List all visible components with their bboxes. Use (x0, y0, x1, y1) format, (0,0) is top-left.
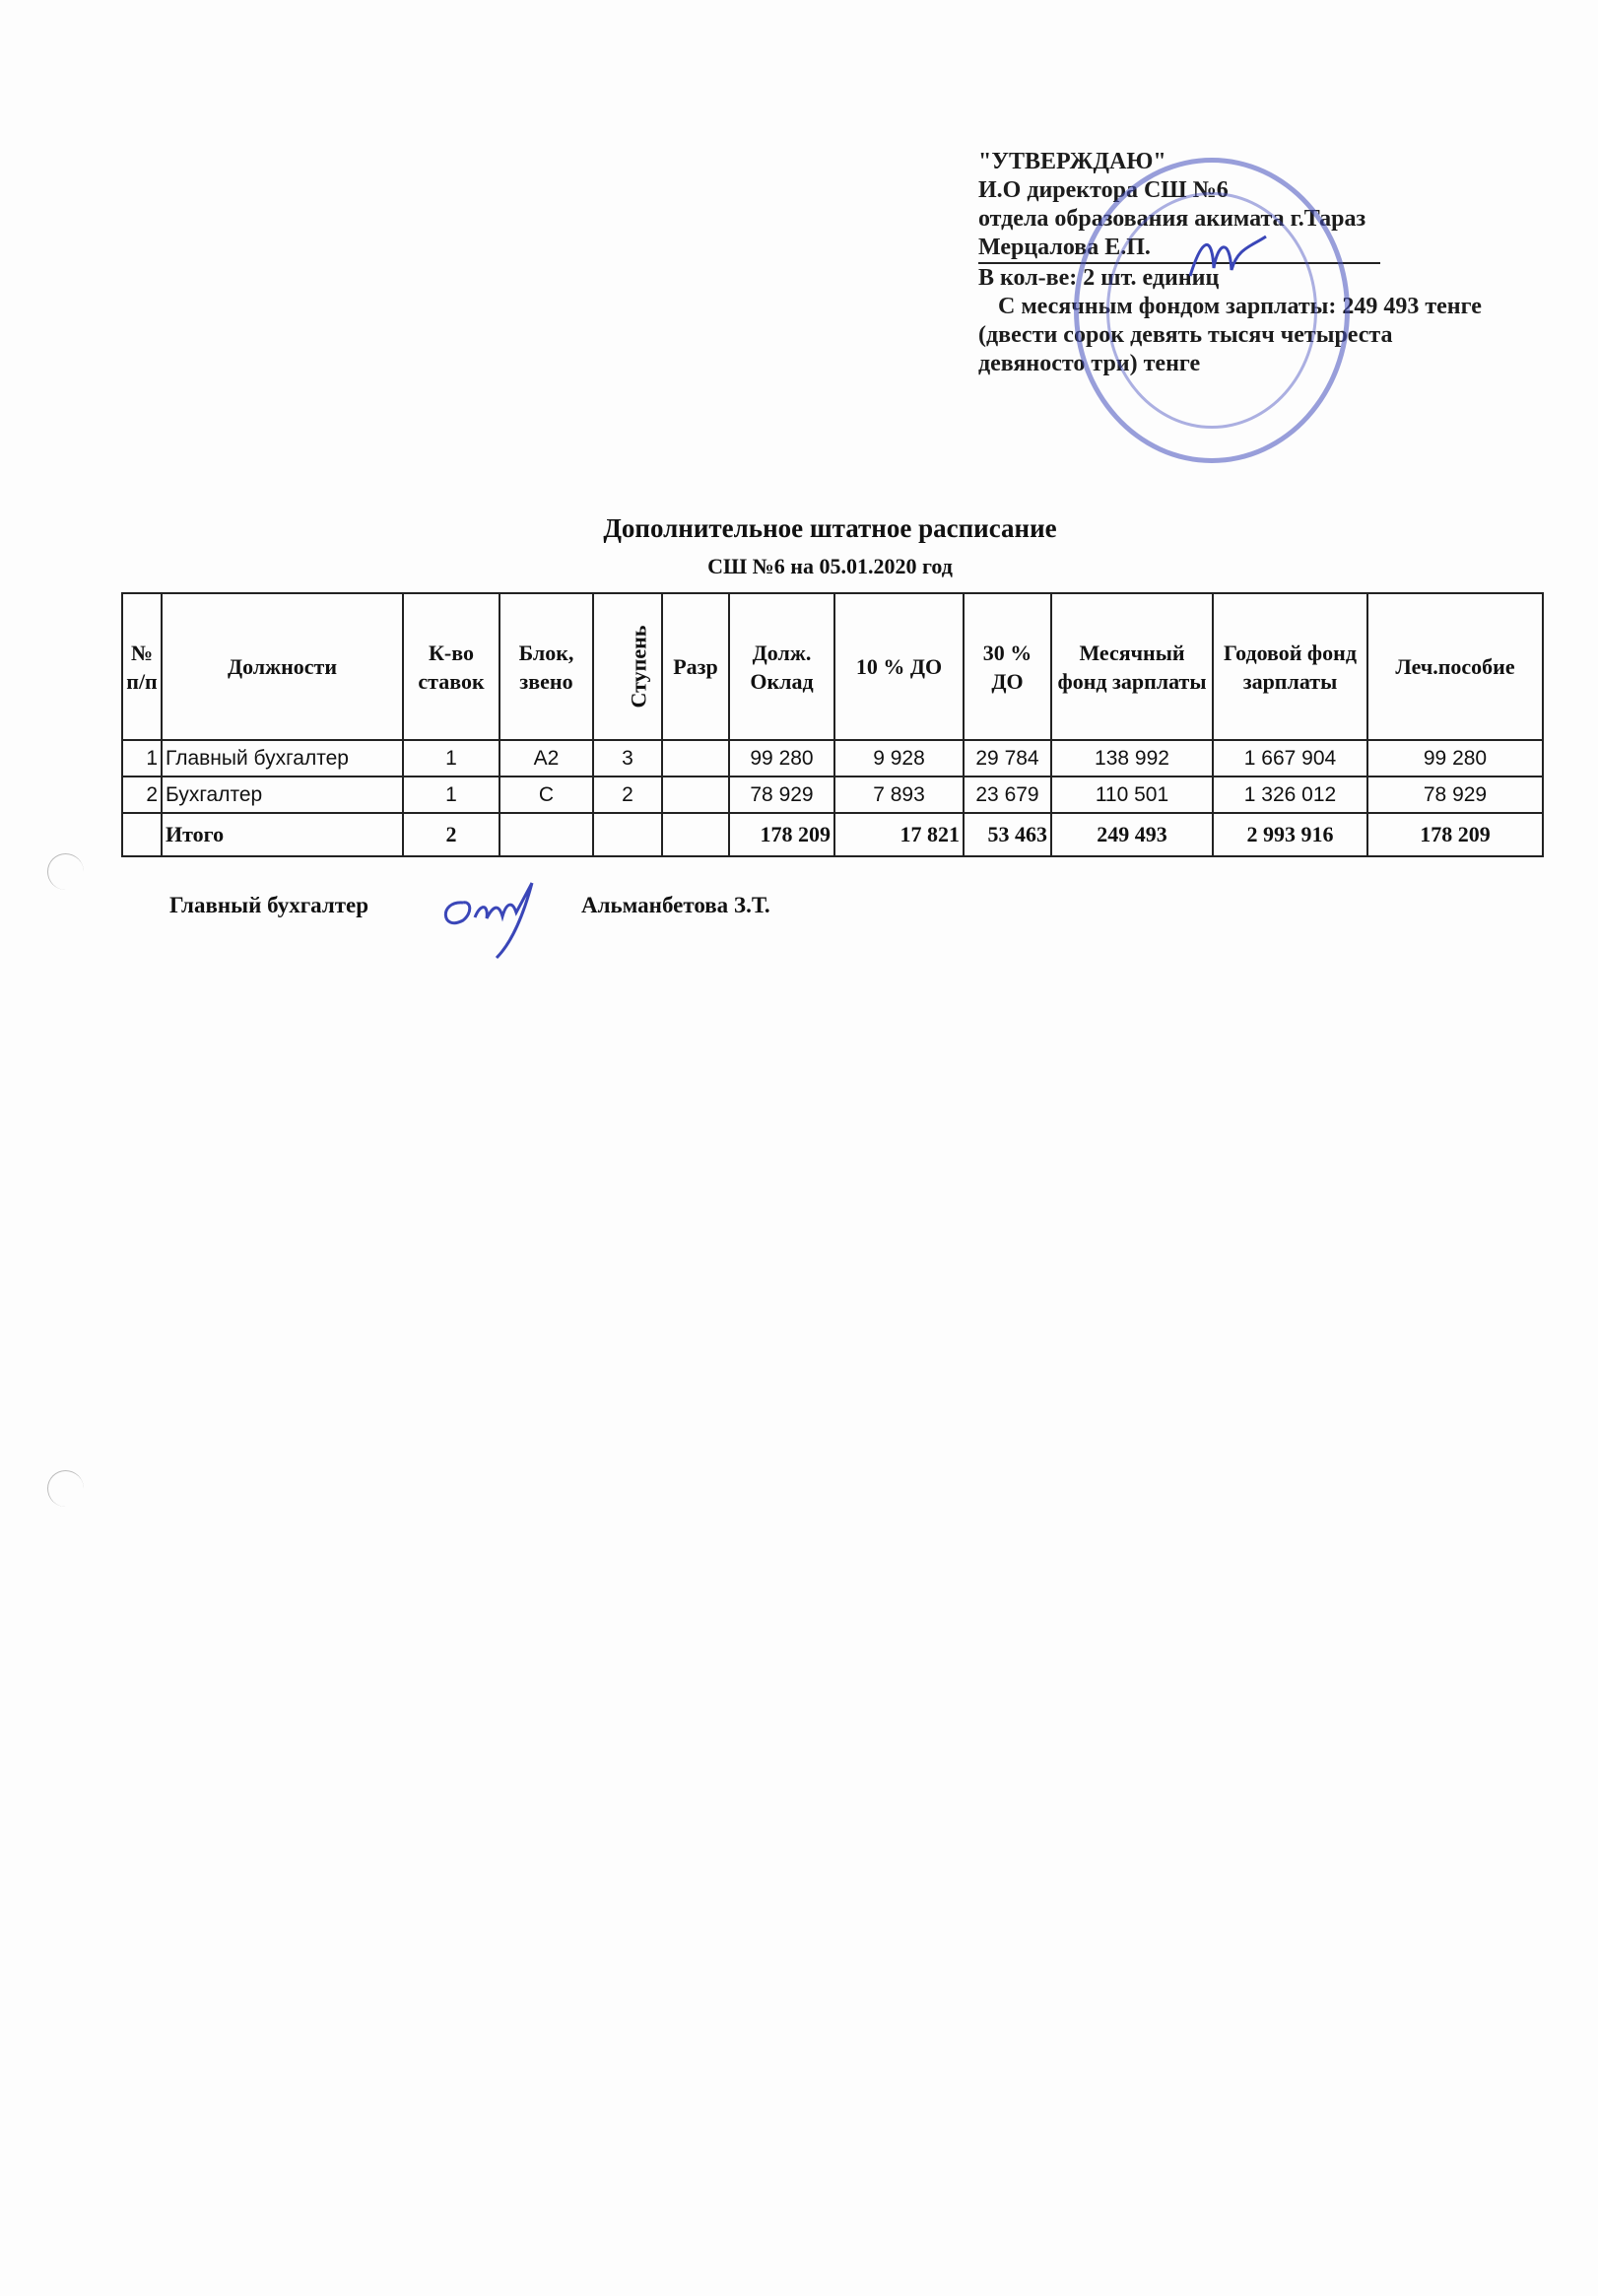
header-do10: 10 % ДО (834, 593, 964, 740)
total-count: 2 (403, 813, 499, 856)
total-medical: 178 209 (1367, 813, 1543, 856)
approval-person: Мерцалова Е.П. (978, 234, 1380, 264)
approval-position: И.О директора СШ №6 (978, 177, 1229, 203)
header-step-cell (593, 593, 662, 740)
total-annual: 2 993 916 (1213, 813, 1367, 856)
header-grade: Разр (662, 593, 729, 740)
document-title: Дополнительное штатное расписание (603, 513, 1057, 543)
table-total-row (122, 813, 1543, 856)
approval-fund-words-2: девяносто три) тенге (978, 351, 1201, 376)
approval-fund-words-1: (двести сорок девять тысяч четыреста (978, 322, 1393, 348)
total-label: Итого (162, 813, 403, 856)
cell-monthly: 110 501 (1051, 777, 1213, 813)
header-annual: Годовой фонд зарплаты (1213, 593, 1367, 740)
cell-salary: 78 929 (729, 777, 834, 813)
cell-do10: 9 928 (834, 740, 964, 777)
header-step: Ступень (626, 625, 651, 709)
table-header-row (122, 593, 1543, 740)
cell-do10: 7 893 (834, 777, 964, 813)
total-block (499, 813, 593, 856)
cell-count: 1 (403, 777, 499, 813)
header-position: Должности (162, 593, 403, 740)
header-do30: 30 % ДО (964, 593, 1051, 740)
cell-grade (662, 777, 729, 813)
approval-header: "УТВЕРЖДАЮ" (978, 149, 1166, 174)
official-stamp (1074, 158, 1350, 463)
approval-units: В кол-ве: 2 шт. единиц (978, 265, 1220, 291)
director-signature (1182, 229, 1271, 288)
accountant-signature (433, 873, 571, 962)
table-row (122, 777, 1543, 813)
total-step (593, 813, 662, 856)
cell-num: 1 (122, 740, 162, 777)
document-subtitle: СШ №6 на 05.01.2020 год (707, 554, 953, 578)
total-monthly: 249 493 (1051, 813, 1213, 856)
signature-role: Главный бухгалтер (169, 893, 369, 917)
cell-do30: 29 784 (964, 740, 1051, 777)
total-do10: 17 821 (834, 813, 964, 856)
cell-num: 2 (122, 777, 162, 813)
cell-position: Бухгалтер (162, 777, 403, 813)
cell-block: С (499, 777, 593, 813)
staffing-table (121, 592, 1544, 857)
header-monthly: Месячный фонд зарплаты (1051, 593, 1213, 740)
cell-salary: 99 280 (729, 740, 834, 777)
punch-hole-mark (47, 853, 84, 890)
cell-monthly: 138 992 (1051, 740, 1213, 777)
cell-do30: 23 679 (964, 777, 1051, 813)
total-grade (662, 813, 729, 856)
cell-step: 3 (593, 740, 662, 777)
cell-step: 2 (593, 777, 662, 813)
header-count: К-во ставок (403, 593, 499, 740)
table-row (122, 740, 1543, 777)
cell-medical: 99 280 (1367, 740, 1543, 777)
header-medical: Леч.пособие (1367, 593, 1543, 740)
total-do30: 53 463 (964, 813, 1051, 856)
cell-medical: 78 929 (1367, 777, 1543, 813)
cell-grade (662, 740, 729, 777)
header-num: № п/п (122, 593, 162, 740)
cell-count: 1 (403, 740, 499, 777)
total-salary: 178 209 (729, 813, 834, 856)
approval-fund: С месячным фондом зарплаты: 249 493 тенге (998, 294, 1482, 319)
total-num (122, 813, 162, 856)
header-block: Блок, звено (499, 593, 593, 740)
header-salary: Долж. Оклад (729, 593, 834, 740)
cell-position: Главный бухгалтер (162, 740, 403, 777)
approval-department: отдела образования акимата г.Тараз (978, 206, 1366, 232)
punch-hole-mark (47, 1470, 84, 1507)
cell-block: А2 (499, 740, 593, 777)
cell-annual: 1 326 012 (1213, 777, 1367, 813)
signature-name: Альманбетова З.Т. (581, 893, 770, 917)
cell-annual: 1 667 904 (1213, 740, 1367, 777)
